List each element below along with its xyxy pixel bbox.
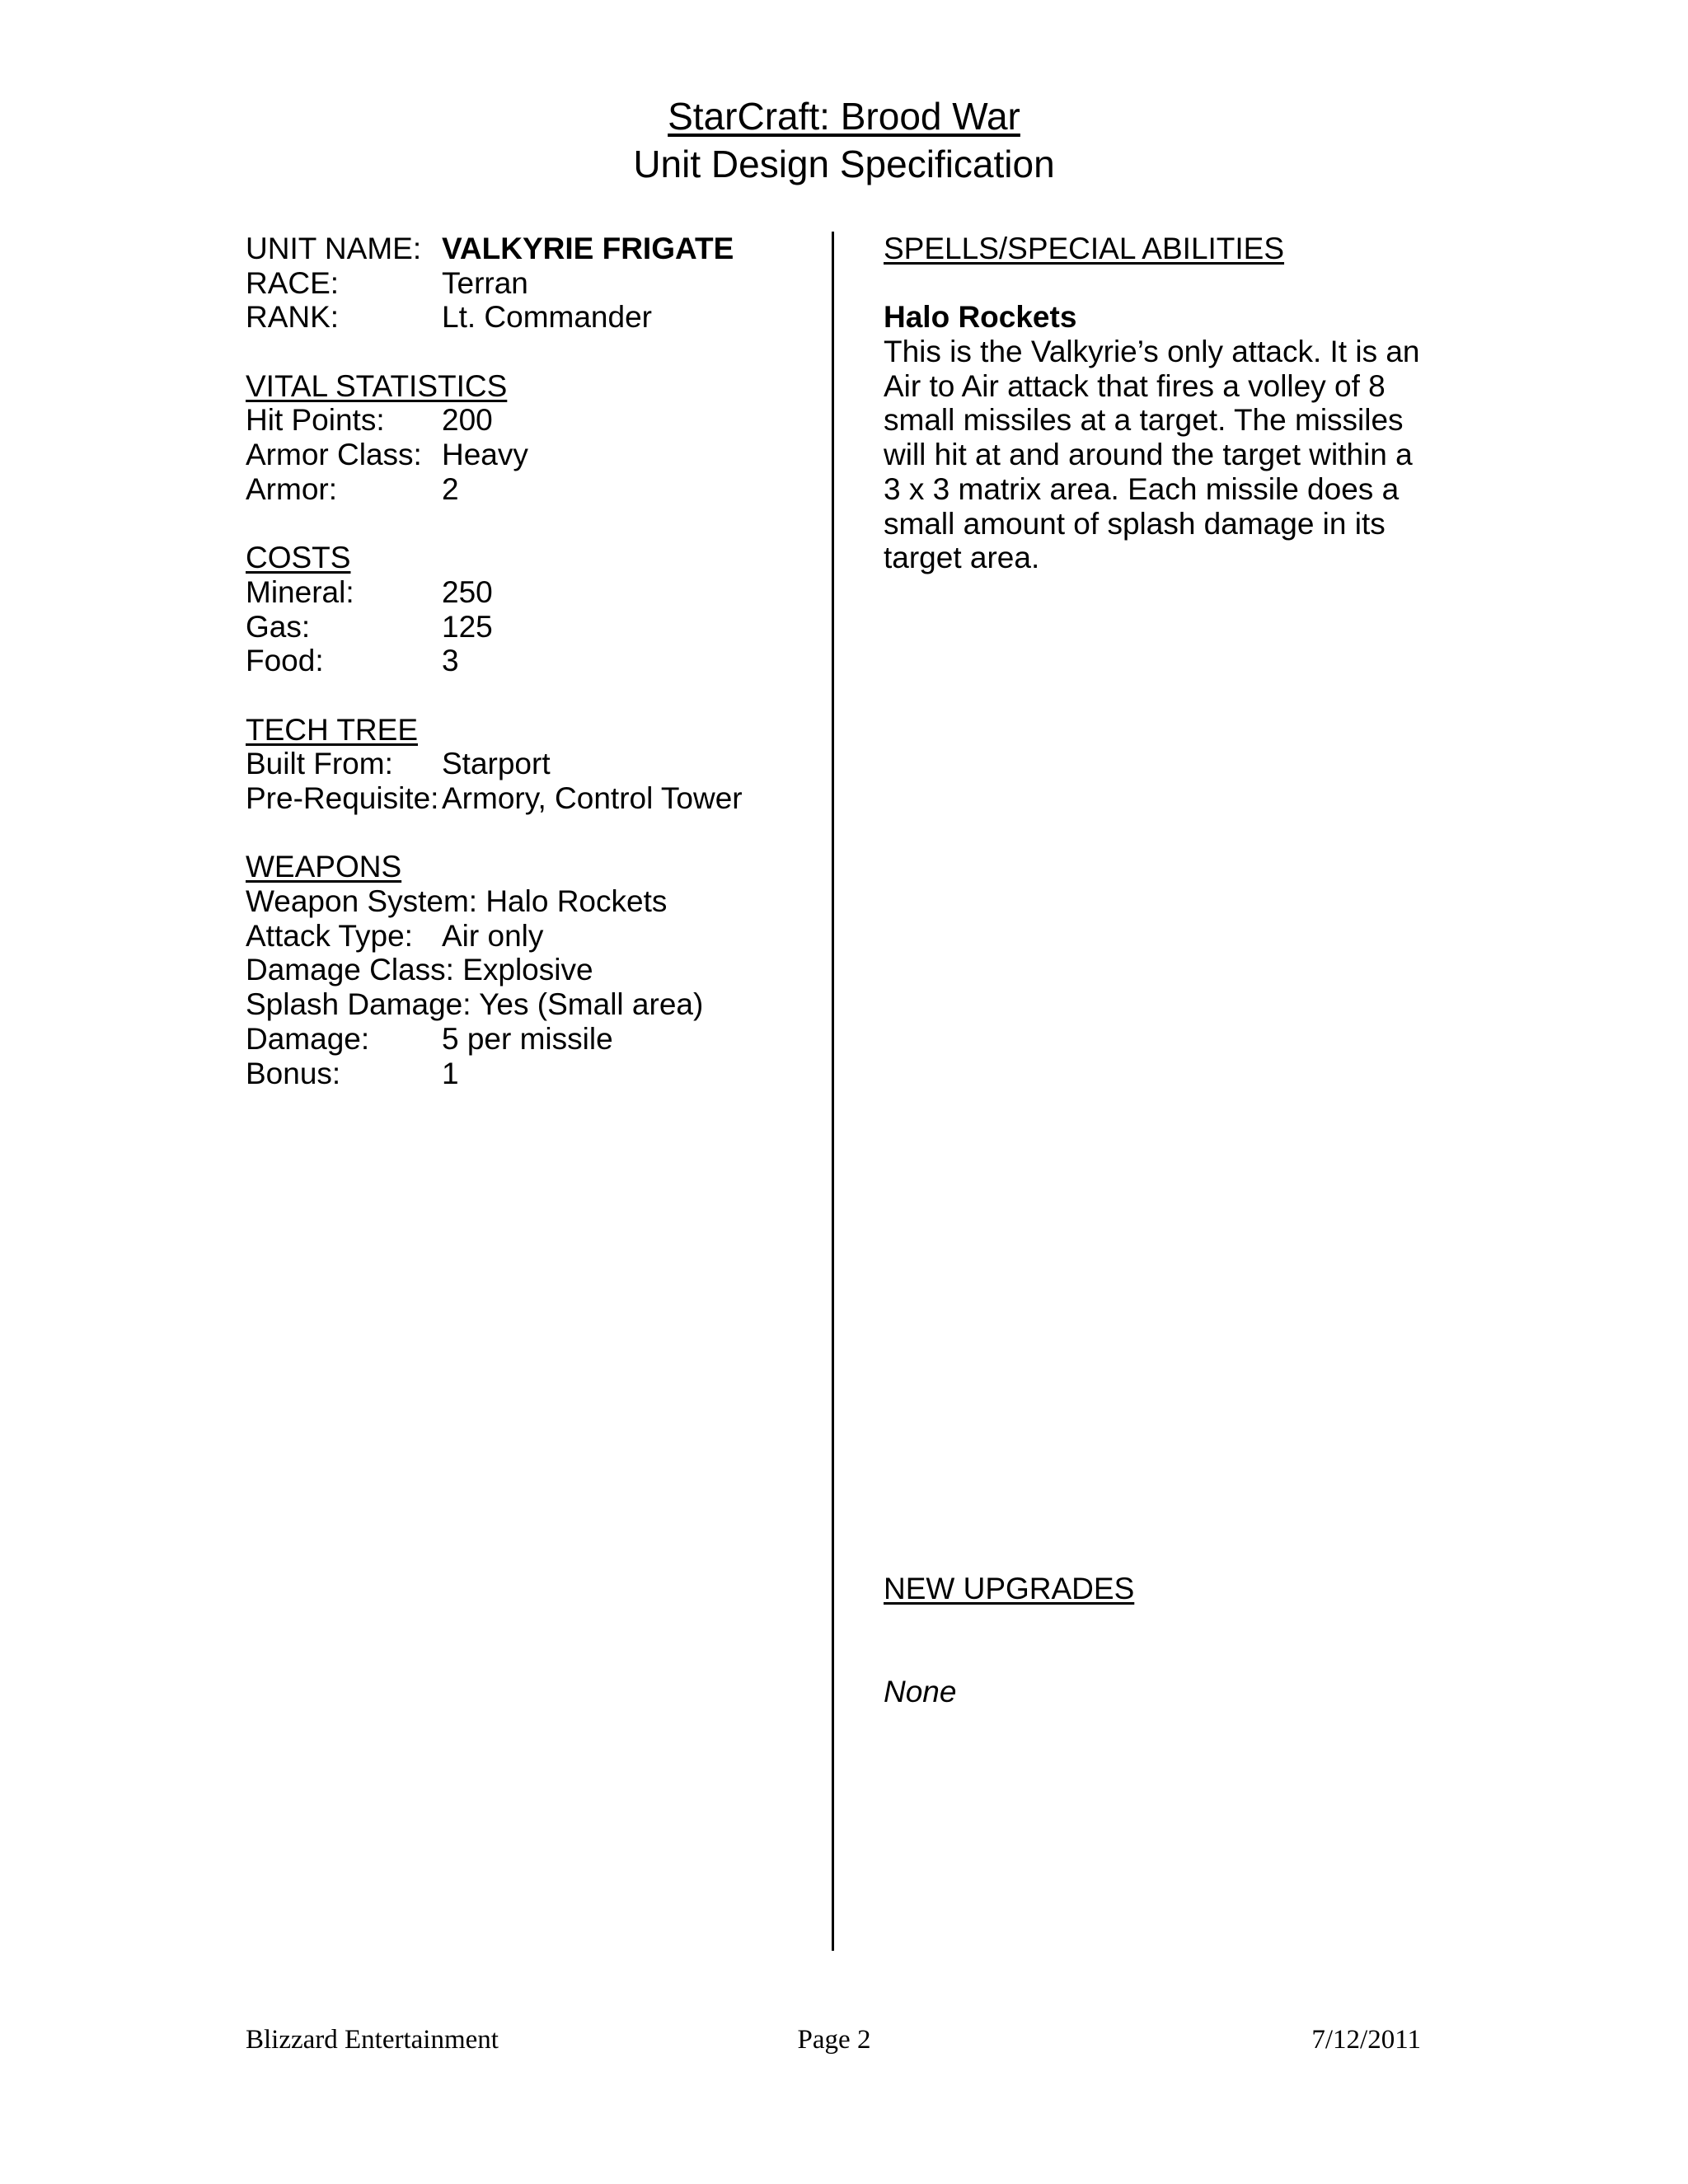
armor-class-value: Heavy xyxy=(442,438,528,472)
ability-description-line: small amount of splash damage in its xyxy=(884,506,1386,541)
attack-type-row xyxy=(246,919,814,954)
mineral-row xyxy=(246,575,814,610)
race-label: RACE: xyxy=(246,265,340,300)
bonus-value: 1 xyxy=(442,1056,459,1090)
rank-row xyxy=(246,300,814,335)
rank-value: Lt. Commander xyxy=(442,300,652,335)
ability-description-line: small missiles at a target. The missiles xyxy=(884,403,1404,438)
armor-row xyxy=(246,472,814,507)
gas-value: 125 xyxy=(442,609,493,644)
ability-description-line: This is the Valkyrie’s only attack. It is an xyxy=(884,335,1420,369)
ability-description-line: will hit at and around the target within a xyxy=(884,438,1413,472)
vital-statistics-heading: VITAL STATISTICS xyxy=(246,368,508,403)
prerequisite-label: Pre-Requisite: xyxy=(246,781,439,815)
footer-company: Blizzard Entertainment xyxy=(246,2025,499,2055)
mineral-label: Mineral: xyxy=(246,574,354,609)
gas-row xyxy=(246,610,814,644)
ability-description-line: Air to Air attack that fires a volley of 8 xyxy=(884,368,1386,403)
unit-stats-column xyxy=(246,232,814,1090)
costs-heading: COSTS xyxy=(246,541,351,575)
food-row xyxy=(246,644,814,678)
built-from-row xyxy=(246,747,814,781)
hit-points-label: Hit Points: xyxy=(246,403,385,438)
damage-label: Damage: xyxy=(246,1021,370,1056)
game-title: StarCraft: Brood War xyxy=(668,95,1020,138)
race-value: Terran xyxy=(442,265,528,300)
upgrades-value: None xyxy=(884,1675,957,1709)
food-value: 3 xyxy=(442,644,459,678)
hit-points-value: 200 xyxy=(442,403,493,438)
column-divider xyxy=(832,232,834,1951)
attack-type-label: Attack Type: xyxy=(246,918,413,953)
gas-label: Gas: xyxy=(246,609,311,644)
built-from-value: Starport xyxy=(442,747,551,781)
spells-heading: SPELLS/SPECIAL ABILITIES xyxy=(884,232,1285,265)
rank-label: RANK: xyxy=(246,300,340,335)
ability-description-line: target area. xyxy=(884,541,1040,575)
document-title xyxy=(0,92,1688,188)
armor-label: Armor: xyxy=(246,471,337,506)
ability-name: Halo Rockets xyxy=(884,300,1077,335)
food-label: Food: xyxy=(246,644,324,678)
new-upgrades-heading: NEW UPGRADES xyxy=(884,1571,1135,1605)
weapons-heading: WEAPONS xyxy=(246,850,402,884)
prerequisite-value: Armory, Control Tower xyxy=(442,781,743,815)
abilities-column xyxy=(884,232,1461,1709)
ability-description-line: 3 x 3 matrix area. Each missile does a xyxy=(884,471,1400,506)
damage-class-row: Damage Class: Explosive xyxy=(246,953,593,987)
armor-value: 2 xyxy=(442,471,459,506)
armor-class-label: Armor Class: xyxy=(246,438,422,472)
race-row xyxy=(246,266,814,301)
prerequisite-row xyxy=(246,781,814,816)
bonus-row xyxy=(246,1057,814,1091)
tech-tree-heading: TECH TREE xyxy=(246,712,419,747)
damage-row xyxy=(246,1022,814,1057)
splash-damage-row: Splash Damage: Yes (Small area) xyxy=(246,987,704,1022)
weapon-system-row: Weapon System: Halo Rockets xyxy=(246,884,668,919)
bonus-label: Bonus: xyxy=(246,1056,341,1090)
footer-page-number: Page 2 xyxy=(797,2025,871,2055)
unit-name-row xyxy=(246,232,814,266)
spec-title: Unit Design Specification xyxy=(633,143,1055,185)
damage-value: 5 per missile xyxy=(442,1021,613,1056)
built-from-label: Built From: xyxy=(246,747,393,781)
attack-type-value: Air only xyxy=(442,918,544,953)
armor-class-row xyxy=(246,438,814,472)
mineral-value: 250 xyxy=(442,574,493,609)
hit-points-row xyxy=(246,403,814,438)
footer-date: 7/12/2011 xyxy=(1311,2025,1421,2055)
unit-name-label: UNIT NAME: xyxy=(246,232,422,265)
unit-name-value: VALKYRIE FRIGATE xyxy=(442,232,734,265)
